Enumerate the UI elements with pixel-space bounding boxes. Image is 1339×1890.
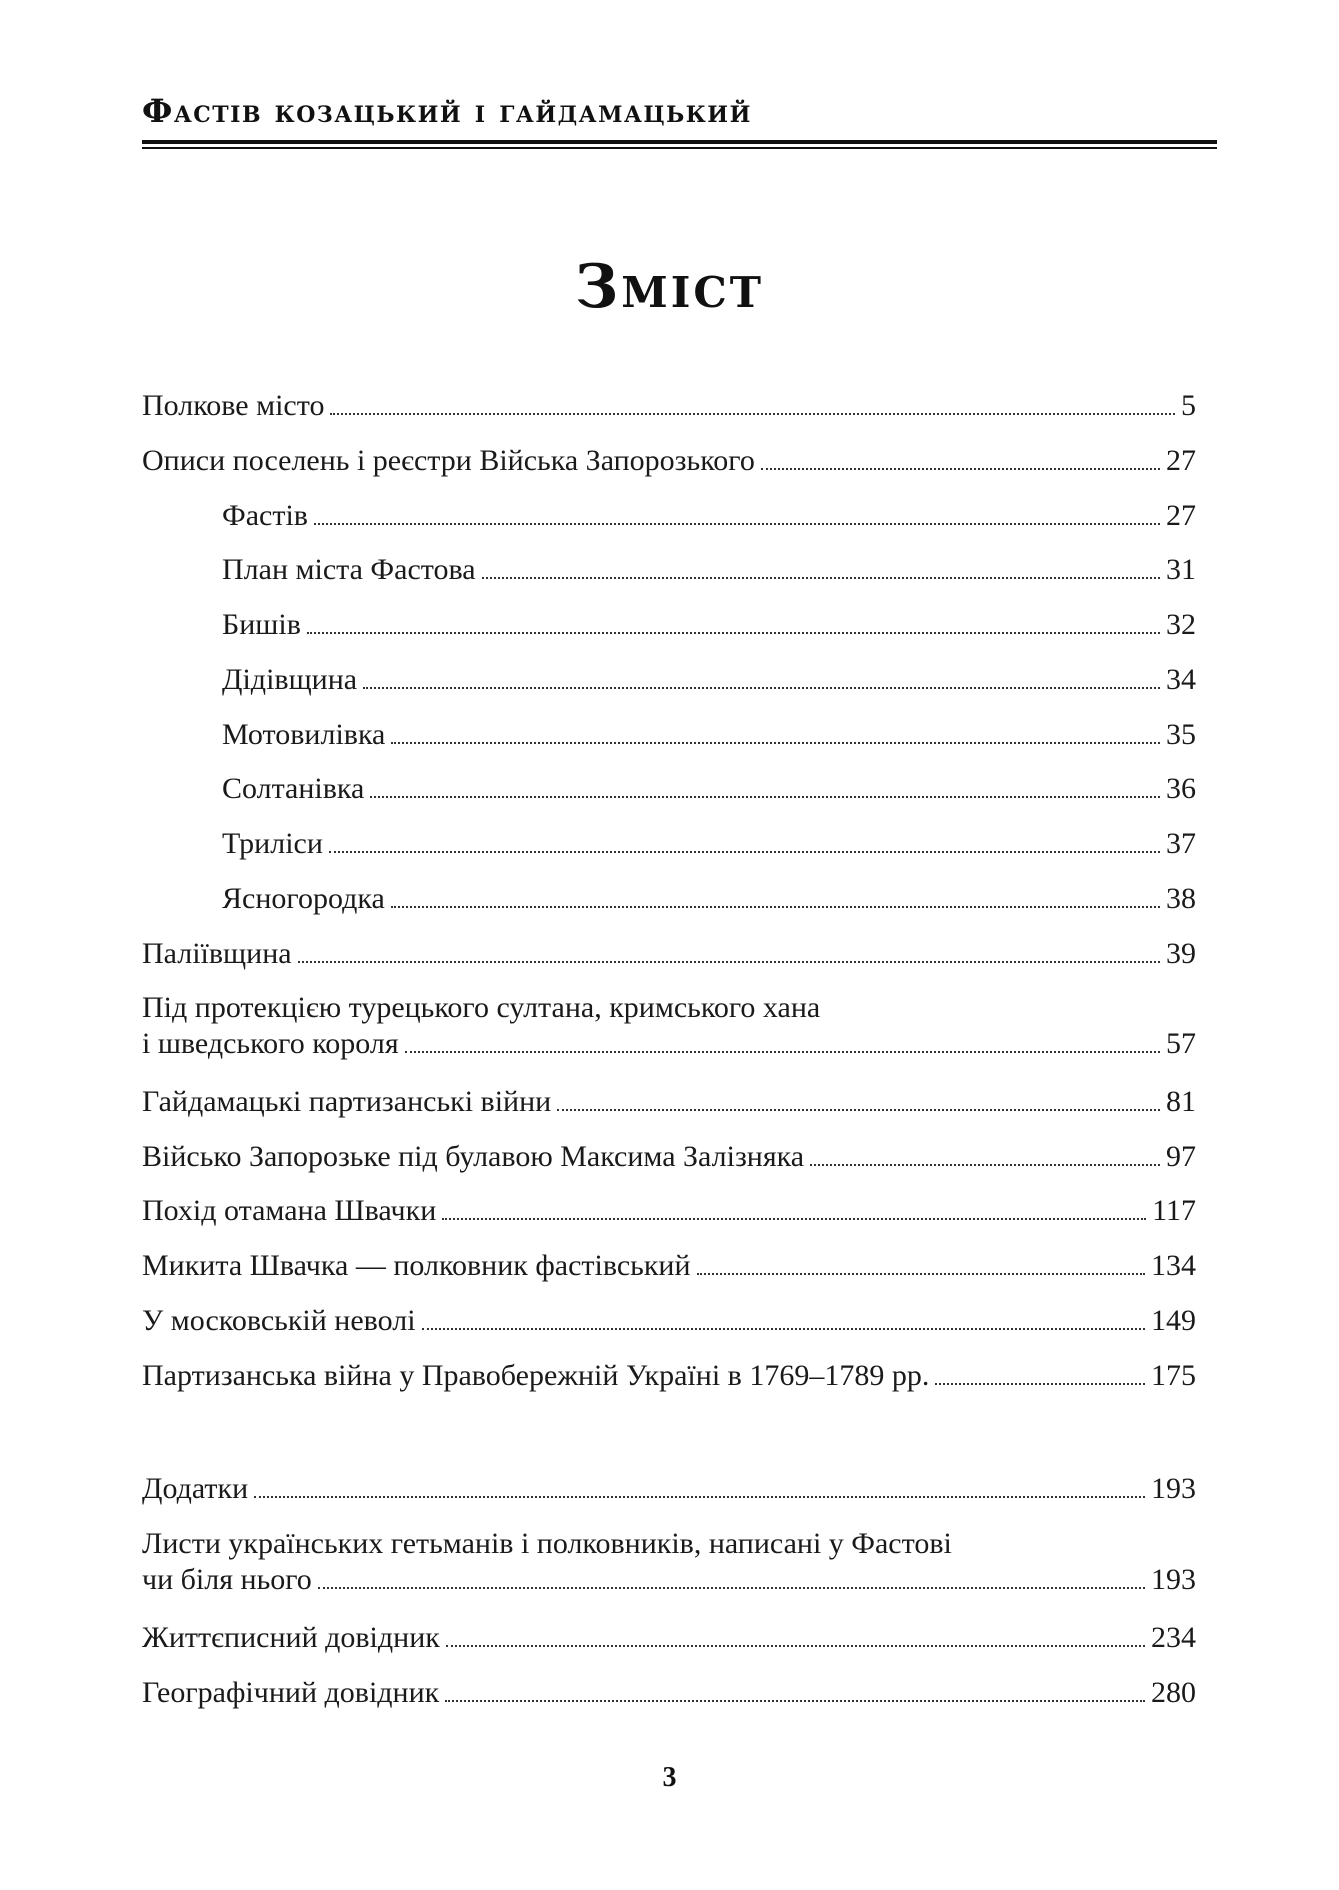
toc-entry-page: 57 xyxy=(1166,1027,1196,1060)
toc-entry-page: 27 xyxy=(1166,444,1196,477)
dot-leader xyxy=(405,1050,1160,1053)
toc-subentry[interactable] xyxy=(222,662,1196,698)
toc-entry[interactable] xyxy=(142,1248,1196,1284)
toc-entry-page: 280 xyxy=(1151,1676,1196,1709)
toc-entry-page: 193 xyxy=(1151,1563,1196,1596)
toc-entry-page: 34 xyxy=(1166,663,1196,696)
toc-entry-page: 38 xyxy=(1166,882,1196,915)
toc-entry-page: 36 xyxy=(1166,772,1196,805)
toc-entry-label: Партизанська війна у Правобережній Україні в 1769–1789 рр. xyxy=(142,1359,930,1392)
dot-leader xyxy=(314,522,1160,525)
toc-entry-page: 81 xyxy=(1166,1085,1196,1118)
toc-entry-page: 149 xyxy=(1151,1304,1196,1337)
toc-entry[interactable] xyxy=(142,1303,1196,1339)
dot-leader xyxy=(330,412,1175,415)
toc-entry-page: 32 xyxy=(1166,608,1196,641)
dot-leader xyxy=(318,1586,1145,1589)
toc-entry[interactable] xyxy=(142,936,1196,972)
dot-leader xyxy=(935,1382,1145,1385)
toc-entry[interactable] xyxy=(142,990,1196,1062)
dot-leader xyxy=(445,1699,1145,1702)
toc-entry-page: 5 xyxy=(1181,389,1196,422)
dot-leader xyxy=(446,1644,1145,1647)
toc-entry-page: 175 xyxy=(1151,1359,1196,1392)
toc-entry-label: Додатки xyxy=(142,1472,249,1505)
toc-entry-page: 97 xyxy=(1166,1140,1196,1173)
toc-entry-label: Триліси xyxy=(222,827,323,860)
dot-leader xyxy=(391,905,1160,908)
toc-subentry[interactable] xyxy=(222,771,1196,807)
table-of-contents xyxy=(142,0,1196,1890)
toc-entry-page: 234 xyxy=(1151,1621,1196,1654)
dot-leader xyxy=(557,1108,1160,1111)
toc-entry-label: Життєписний довідник xyxy=(142,1621,440,1654)
dot-leader xyxy=(298,960,1160,963)
toc-subentry[interactable] xyxy=(222,607,1196,643)
toc-entry-label: Микита Швачка — полковник фастівський xyxy=(142,1249,691,1282)
toc-entry[interactable] xyxy=(142,1358,1196,1394)
toc-entry-label: Географічний довідник xyxy=(142,1676,440,1709)
dot-leader xyxy=(363,686,1160,689)
toc-entry-label: Дідівщина xyxy=(222,663,358,696)
toc-entry-label: Полкове місто xyxy=(142,389,325,422)
dot-leader xyxy=(697,1272,1145,1275)
toc-entry-page: 193 xyxy=(1151,1472,1196,1505)
toc-entry[interactable] xyxy=(142,1084,1196,1120)
page-number: 3 xyxy=(662,1762,677,1793)
toc-entry-label: У московській неволі xyxy=(142,1304,416,1337)
toc-entry-label: Гайдамацькі партизанські війни xyxy=(142,1085,552,1118)
toc-entry-page: 31 xyxy=(1166,553,1196,586)
toc-subentry[interactable] xyxy=(222,826,1196,862)
toc-entry-page: 39 xyxy=(1166,937,1196,970)
toc-subentry[interactable] xyxy=(222,498,1196,534)
toc-entry-label: Мотовилівка xyxy=(222,718,386,751)
toc-entry-label-line1: Під протекцією турецького султана, кримського хана xyxy=(142,991,821,1024)
toc-entry[interactable] xyxy=(142,388,1196,424)
toc-subentry[interactable] xyxy=(222,717,1196,753)
toc-title: Зміст xyxy=(574,252,765,322)
dot-leader xyxy=(761,467,1160,470)
dot-leader xyxy=(442,1217,1146,1220)
dot-leader xyxy=(370,795,1160,798)
toc-entry[interactable] xyxy=(142,1139,1196,1175)
dot-leader xyxy=(329,850,1160,853)
toc-entry-label: Солтанівка xyxy=(222,772,365,805)
running-header: Фастів козацький і гайдамацький xyxy=(142,92,752,130)
toc-entry[interactable] xyxy=(142,1193,1196,1229)
toc-entry-page: 27 xyxy=(1166,499,1196,532)
toc-entry-page: 35 xyxy=(1166,718,1196,751)
toc-entry-label: чи біля нього xyxy=(142,1563,312,1596)
toc-entry-page: 37 xyxy=(1166,827,1196,860)
toc-entry-label: і шведського короля xyxy=(142,1027,399,1060)
toc-entry-page: 134 xyxy=(1151,1249,1196,1282)
toc-entry-label: Ясногородка xyxy=(222,882,385,915)
dot-leader xyxy=(810,1163,1160,1166)
toc-entry[interactable] xyxy=(142,1675,1196,1711)
toc-entry-label: Бишів xyxy=(222,608,301,641)
toc-subentry[interactable] xyxy=(222,552,1196,588)
dot-leader xyxy=(482,576,1160,579)
toc-entry[interactable] xyxy=(142,443,1196,479)
toc-entry-page: 117 xyxy=(1152,1194,1196,1227)
dot-leader xyxy=(254,1495,1145,1498)
toc-entry-label: Фастів xyxy=(222,499,308,532)
dot-leader xyxy=(307,631,1160,634)
dot-leader xyxy=(422,1327,1145,1330)
toc-entry[interactable] xyxy=(142,1620,1196,1656)
toc-subentry[interactable] xyxy=(222,881,1196,917)
toc-entry-label-line1: Листи українських гетьманів і полковників, написані у Фастові xyxy=(142,1527,952,1560)
dot-leader xyxy=(391,741,1160,744)
toc-entry[interactable] xyxy=(142,1471,1196,1507)
toc-entry-label: План міста Фастова xyxy=(222,553,476,586)
toc-entry[interactable] xyxy=(142,1526,1196,1598)
toc-entry-label: Паліївщина xyxy=(142,937,292,970)
toc-entry-label: Військо Запорозьке під булавою Максима Залізняка xyxy=(142,1140,805,1173)
toc-entry-label: Описи поселень і реєстри Війська Запорозького xyxy=(142,444,755,477)
toc-entry-label: Похід отамана Швачки xyxy=(142,1194,437,1227)
